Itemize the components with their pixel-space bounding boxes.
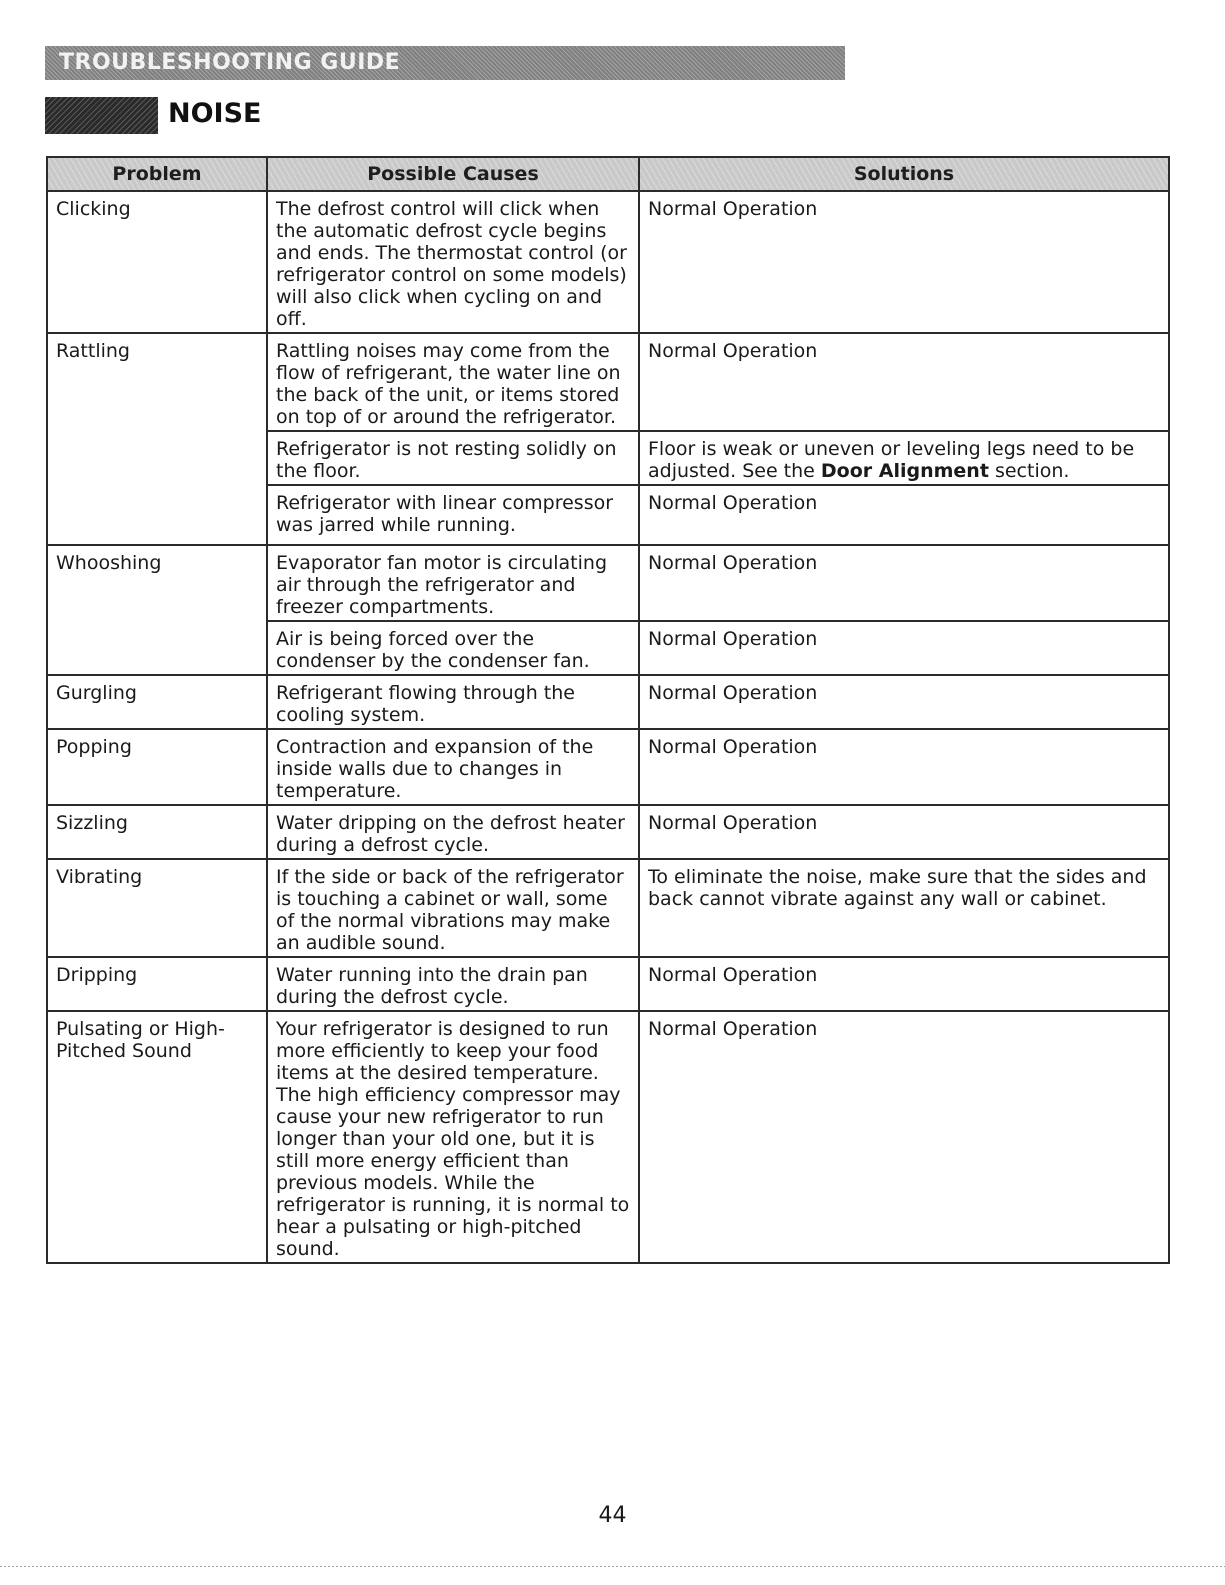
problem-cell: Whooshing [47, 545, 267, 675]
problem-cell: Pulsating or High-Pitched Sound [47, 1011, 267, 1263]
solution-cell: Normal Operation [639, 805, 1169, 859]
page-number: 44 [598, 1503, 627, 1528]
table-row [47, 333, 1169, 431]
cause-cell: Refrigerant flowing through the cooling system. [267, 675, 639, 729]
table-row [47, 545, 1169, 621]
cause-cell: Refrigerator is not resting solidly on the floor. [267, 431, 639, 485]
solution-cell: Normal Operation [639, 545, 1169, 621]
solution-cell: Normal Operation [639, 957, 1169, 1011]
section-banner [45, 46, 845, 80]
section-marker-block [45, 97, 158, 134]
solution-cell: Normal Operation [639, 675, 1169, 729]
cause-cell: The defrost control will click when the automatic defrost cycle begins and ends. The thermostat control (or refrigerator control on some models) will also click when cycling on and off. [267, 191, 639, 333]
table-row [47, 957, 1169, 1011]
cause-cell: If the side or back of the refrigerator is touching a cabinet or wall, some of the normal vibrations may make an audible sound. [267, 859, 639, 957]
problem-cell: Rattling [47, 333, 267, 545]
header-solutions: Solutions [639, 157, 1169, 191]
table-row [47, 859, 1169, 957]
door-alignment-reference: Door Alignment [820, 460, 989, 482]
cause-cell: Water running into the drain pan during the defrost cycle. [267, 957, 639, 1011]
problem-cell: Clicking [47, 191, 267, 333]
cause-cell: Rattling noises may come from the flow of refrigerant, the water line on the back of the unit, or items stored on top of or around the refrigerator. [267, 333, 639, 431]
table-row [47, 805, 1169, 859]
solution-cell: Normal Operation [639, 1011, 1169, 1263]
problem-cell: Gurgling [47, 675, 267, 729]
solution-cell: Normal Operation [639, 729, 1169, 805]
solution-cell: Normal Operation [639, 621, 1169, 675]
problem-cell: Dripping [47, 957, 267, 1011]
page-bottom-rule [0, 1566, 1225, 1567]
troubleshooting-table [46, 156, 1170, 1264]
solution-text-end: section. [988, 460, 1070, 482]
header-possible-causes: Possible Causes [267, 157, 639, 191]
banner-title: TROUBLESHOOTING GUIDE [59, 50, 401, 75]
table-row [47, 729, 1169, 805]
header-problem: Problem [47, 157, 267, 191]
problem-cell: Sizzling [47, 805, 267, 859]
solution-text: Floor is weak or uneven or leveling legs need to be adjusted. See the [648, 438, 1135, 482]
cause-cell: Refrigerator with linear compressor was jarred while running. [267, 485, 639, 545]
cause-cell: Evaporator fan motor is circulating air through the refrigerator and freezer compartments. [267, 545, 639, 621]
problem-cell: Popping [47, 729, 267, 805]
table-header-row [47, 157, 1169, 191]
cause-cell: Air is being forced over the condenser by the condenser fan. [267, 621, 639, 675]
cause-cell: Water dripping on the defrost heater during a defrost cycle. [267, 805, 639, 859]
problem-cell: Vibrating [47, 859, 267, 957]
solution-cell [639, 431, 1169, 485]
solution-cell: To eliminate the noise, make sure that the sides and back cannot vibrate against any wall or cabinet. [639, 859, 1169, 957]
cause-cell: Contraction and expansion of the inside walls due to changes in temperature. [267, 729, 639, 805]
section-title: NOISE [168, 98, 262, 129]
table-row [47, 675, 1169, 729]
solution-cell: Normal Operation [639, 485, 1169, 545]
solution-cell: Normal Operation [639, 191, 1169, 333]
cause-cell: Your refrigerator is designed to run more efficiently to keep your food items at the desired temperature. The high efficiency compressor may cause your new refrigerator to run longer than your old one, but it is still more energy efficient than previous models. While the refrigerator is running, it is normal to hear a pulsating or high-pitched sound. [267, 1011, 639, 1263]
table-row [47, 1011, 1169, 1263]
solution-cell: Normal Operation [639, 333, 1169, 431]
table-row [47, 191, 1169, 333]
